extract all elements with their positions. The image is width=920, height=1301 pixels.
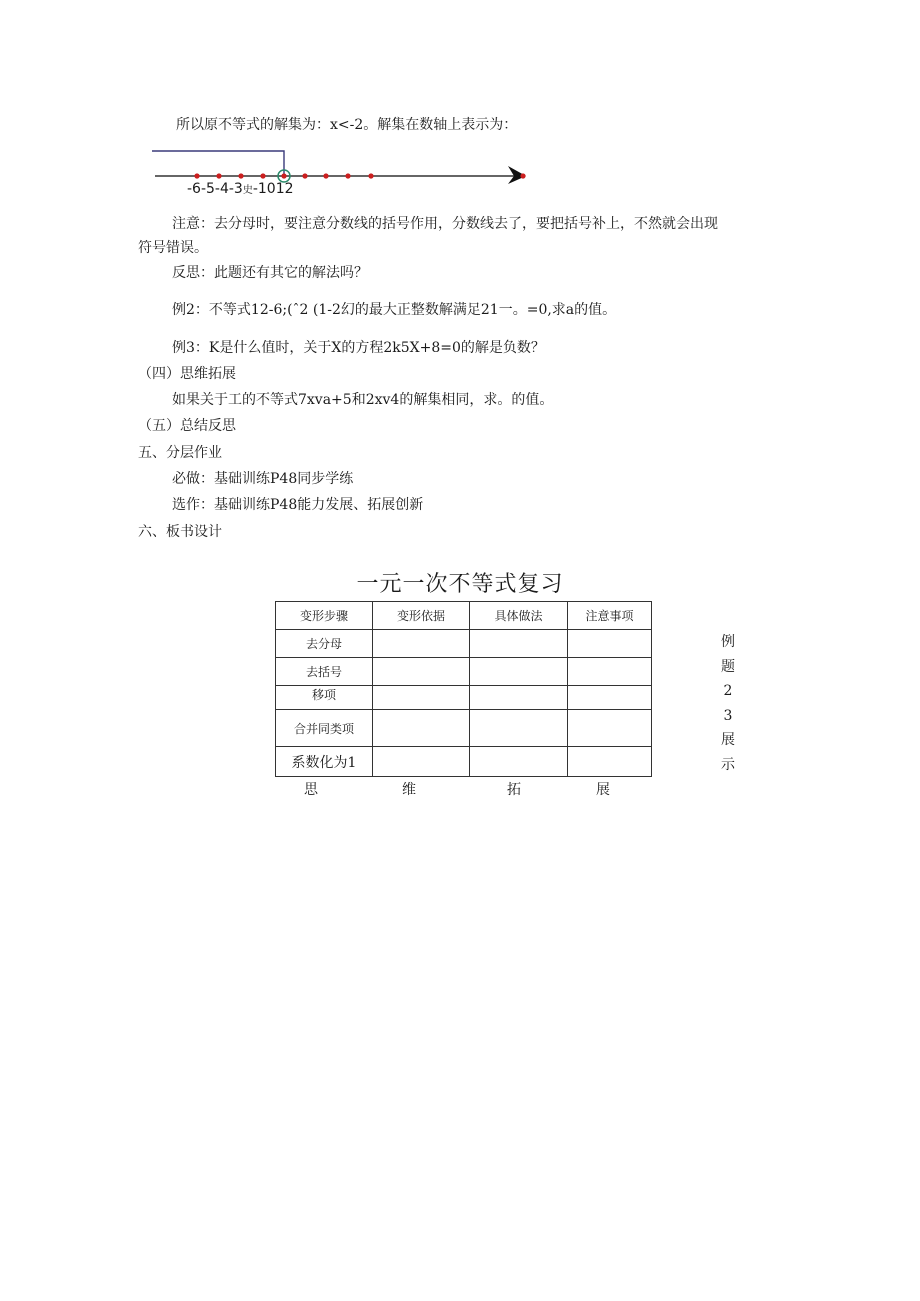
table-row [276, 747, 652, 777]
header-cell: 变形依据 [373, 602, 470, 630]
table-row [276, 630, 652, 658]
section-5-heading: （五）总结反思 [138, 418, 236, 434]
header-cell: 注意事项 [568, 602, 652, 630]
tick-dot [260, 173, 265, 178]
side-char: 2 [723, 683, 733, 699]
tick-dot [281, 173, 286, 178]
step-cell: 去括号 [276, 658, 373, 686]
header-cell: 具体做法 [470, 602, 568, 630]
board-table [275, 601, 652, 777]
number-line-labels [187, 181, 294, 197]
homework-heading: 五、分层作业 [138, 445, 222, 461]
tick-dot [238, 173, 243, 178]
solution-bracket [152, 151, 284, 176]
tick-dot [216, 173, 221, 178]
bottom-char: 展 [596, 782, 610, 798]
step-cell: 系数化为1 [276, 747, 373, 777]
side-char: 题 [721, 658, 735, 675]
table-row [276, 658, 652, 686]
side-vertical-text [718, 630, 738, 777]
section-4-text: 如果关于工的不等式7xva+5和2xv4的解集相同，求。的值。 [172, 392, 554, 408]
solution-text: 所以原不等式的解集为：x<-2。解集在数轴上表示为： [176, 117, 518, 133]
tick-labels-left: -6-5-4-3 [187, 181, 243, 197]
note-line-1: 注意：去分母时，要注意分数线的括号作用，分数线去了，要把括号补上，不然就会出现 [172, 216, 718, 232]
bottom-char: 拓 [507, 782, 521, 798]
homework-optional: 选作：基础训练P48能力发展、拓展创新 [172, 497, 424, 513]
bottom-char: 维 [402, 782, 416, 798]
side-char: 展 [721, 732, 735, 748]
table-row [276, 710, 652, 747]
side-char: 例 [721, 634, 735, 650]
step-cell: 合并同类项 [276, 710, 373, 747]
example-2: 例2：不等式12-6;(ˆ2 (1-2幻的最大正整数解满足21一。=0,求a的值。 [172, 302, 617, 318]
note-line-2: 符号错误。 [138, 240, 208, 256]
step-cell: 移项 [276, 686, 373, 710]
example-3: 例3：K是什么值时，关于X的方程2k5X+8=0的解是负数？ [172, 340, 545, 356]
tick-dot [368, 173, 373, 178]
tick-dot [323, 173, 328, 178]
tick-dot [302, 173, 307, 178]
section-4-heading: （四）思维拓展 [138, 366, 236, 382]
board-title: 一元一次不等式复习 [356, 572, 564, 597]
bottom-char: 思 [304, 782, 318, 798]
reflection-text: 反思：此题还有其它的解法吗？ [172, 265, 368, 281]
board-design-heading: 六、板书设计 [138, 524, 222, 540]
side-char: 示 [721, 756, 735, 773]
side-char: 3 [723, 707, 733, 724]
table-row [276, 686, 652, 710]
tick-dot [194, 173, 199, 178]
header-cell: 变形步骤 [276, 602, 373, 630]
tick-labels-right: -1012 [252, 181, 294, 197]
homework-required: 必做：基础训练P48同步学练 [172, 471, 354, 487]
table-header-row [276, 602, 652, 630]
tick-dot [520, 173, 525, 178]
step-cell: 去分母 [276, 630, 373, 658]
tick-label-zero: 史 [242, 185, 253, 196]
tick-dot [345, 173, 350, 178]
